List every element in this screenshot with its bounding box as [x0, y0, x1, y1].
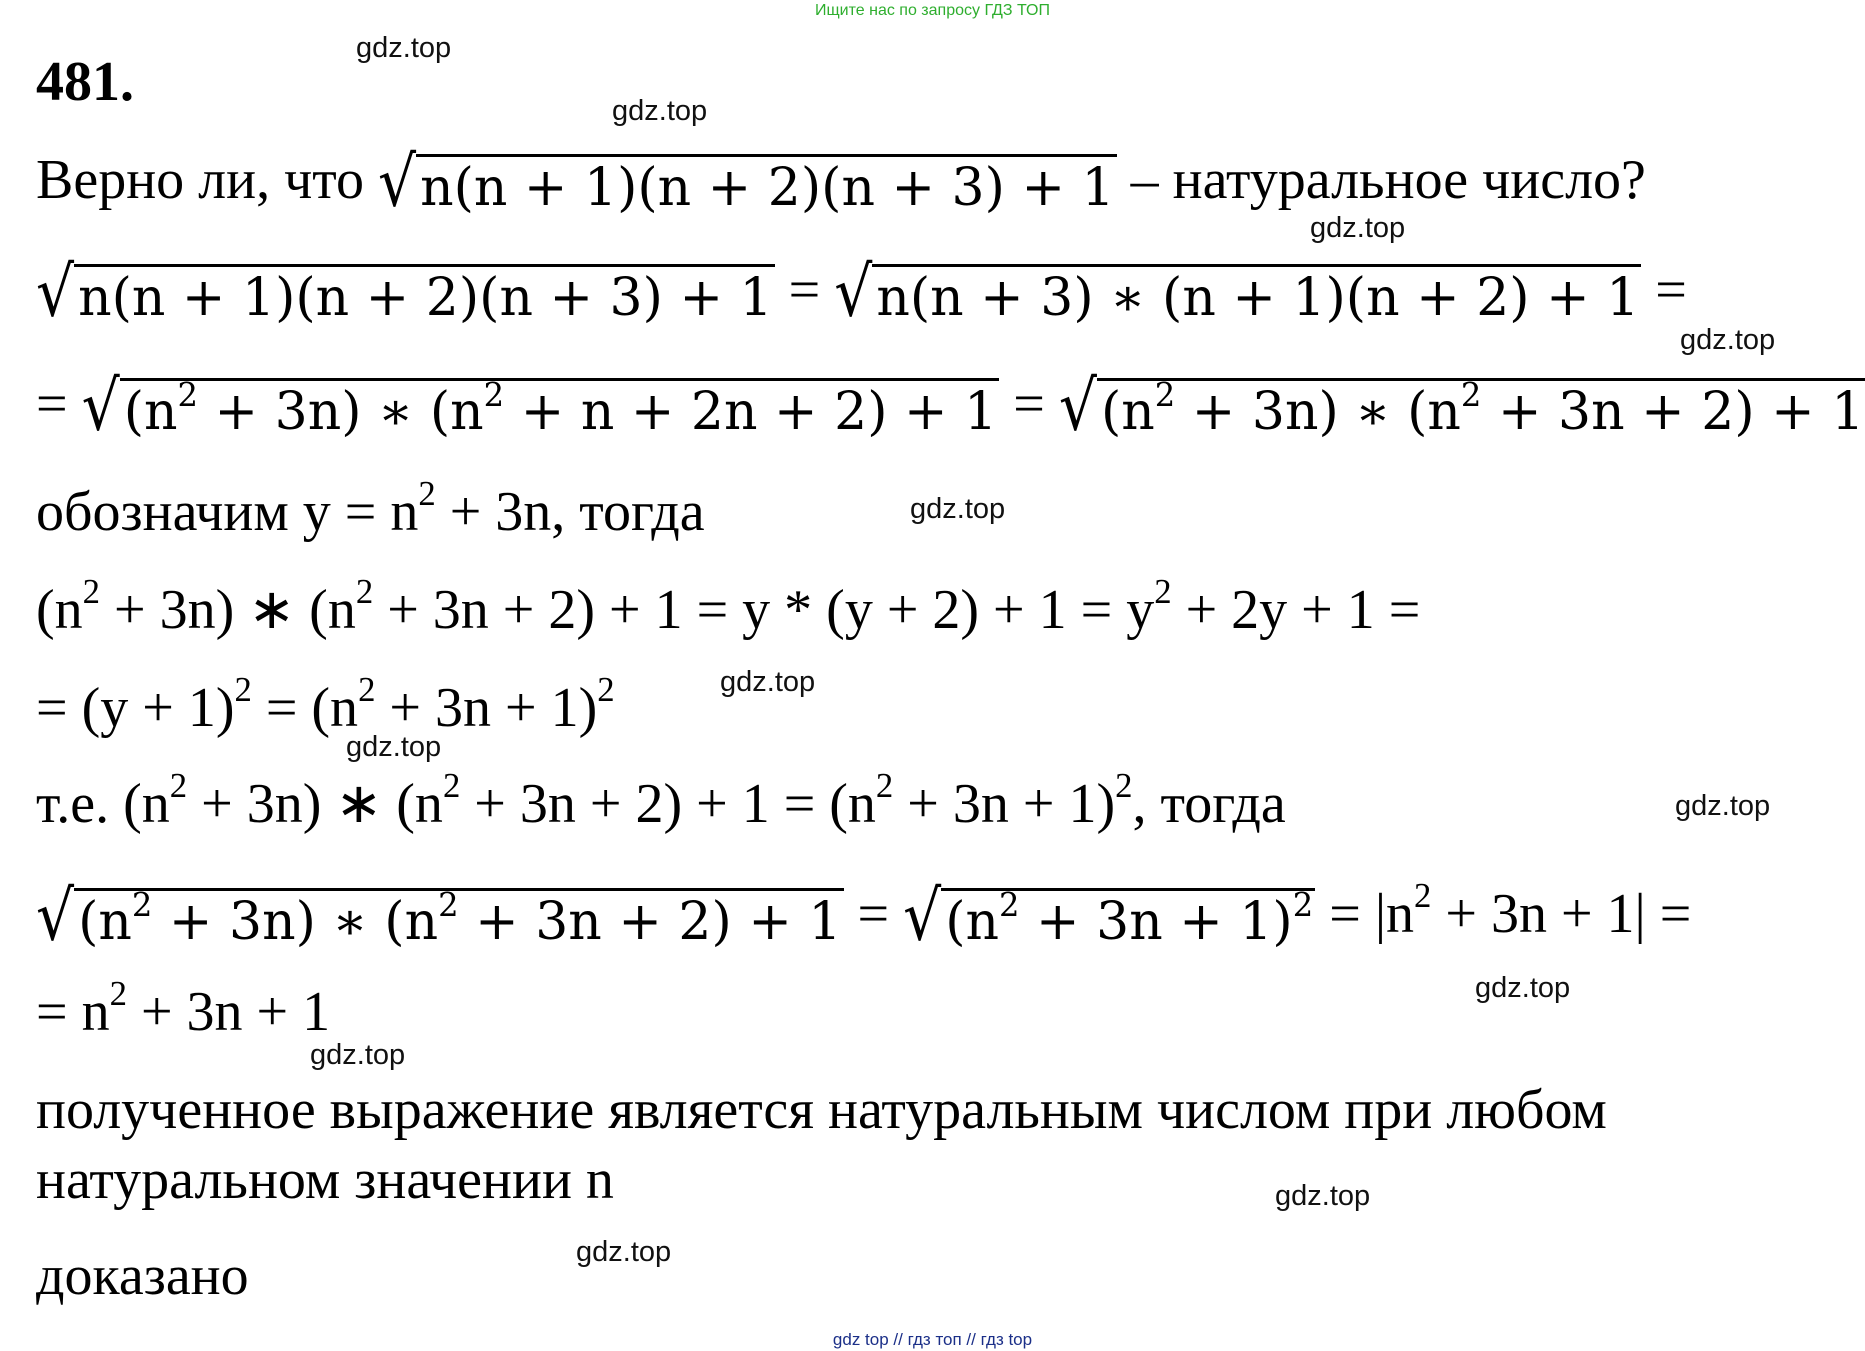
step-3: $(n^2 + 3n)$ ∗ $(n^2 + 3n + 2) + 1 = y * (y + 2) + 1 = y^2 + 2y + 1$ =	[36, 572, 1421, 641]
question-lead: Верно ли, что	[36, 149, 364, 211]
watermark: gdz.top	[346, 731, 442, 763]
watermark: gdz.top	[910, 493, 1006, 525]
equals-sign: =	[857, 883, 890, 945]
question-line	[36, 142, 1646, 224]
watermark: gdz.top	[1310, 212, 1406, 244]
question-tail: – натуральное число?	[1130, 149, 1646, 211]
radical-sign: √	[36, 252, 75, 334]
step6-right-radicand: $(n^2 + 3n + 1)^2$	[941, 888, 1315, 950]
step-7: = $n^2 + 3n + 1$	[36, 974, 331, 1043]
watermark: gdz.top	[1680, 324, 1776, 356]
step6-left-radicand: $(n^2 + 3n)$ ∗ $(n^2 + 3n + 2) + 1$	[74, 888, 843, 950]
step-4: = $(y + 1)^2 = (n^2 + 3n + 1)^2$	[36, 670, 615, 739]
proved-label: доказано	[36, 1245, 249, 1307]
step2-right-radicand: $(n^2 + 3n)$ ∗ $(n^2 + 3n + 2) + 1$	[1097, 378, 1865, 440]
step-2	[36, 366, 1865, 448]
radical-sign: √	[378, 142, 417, 224]
watermark: gdz.top	[1675, 790, 1771, 822]
watermark: gdz.top	[1275, 1180, 1371, 1212]
watermark: gdz.top	[612, 95, 708, 127]
step1-left-radical	[36, 252, 775, 334]
step-6: √ $(n^2 + 3n)$ ∗ $(n^2 + 3n + 2) + 1$ = √ $(n^2 + 3n + 1)^2$ = $|n^2 + 3n + 1|$ =	[36, 876, 1692, 958]
step2-left-radical	[81, 366, 1000, 448]
watermark: gdz.top	[1475, 972, 1571, 1004]
radical-sign: √	[1058, 366, 1097, 448]
equals-sign: =	[788, 259, 821, 321]
step1-right-radical	[834, 252, 1641, 334]
step-1	[36, 252, 1687, 334]
equals-sign: =	[1655, 259, 1687, 321]
step2-left-radicand: $(n^2 + 3n)$ ∗ $(n^2 + n + 2n + 2) + 1$	[120, 378, 1000, 440]
step-5: т.е. $(n^2 + 3n)$ ∗ $(n^2 + 3n + 2) + 1 = (n^2 + 3n + 1)^2$, тогда	[36, 766, 1286, 835]
equals-sign: =	[1013, 373, 1045, 435]
footer-links[interactable]: gdz top // гдз топ // гдз top	[832, 1330, 1033, 1349]
promo-banner[interactable]: Ищите нас по запросу ГДЗ ТОП	[815, 2, 1050, 19]
step1-left-radicand: n(n + 1)(n + 2)(n + 3) + 1	[74, 264, 775, 326]
watermark: gdz.top	[310, 1039, 406, 1071]
watermark: gdz.top	[720, 666, 816, 698]
radical-sign: √	[36, 876, 75, 958]
question-radical	[378, 142, 1117, 224]
question-radicand: n(n + 1)(n + 2)(n + 3) + 1	[416, 154, 1117, 216]
equals-sign: =	[36, 373, 68, 435]
conclusion-line-2: натуральном значении n	[36, 1149, 614, 1211]
step6-left-radical	[36, 876, 844, 958]
watermark: gdz.top	[576, 1236, 672, 1268]
define-y: обозначим $y = n^2 + 3n$, тогда	[36, 474, 705, 543]
step6-right-radical	[903, 876, 1315, 958]
radical-sign: √	[834, 252, 873, 334]
step1-right-radicand: n(n + 3) ∗ (n + 1)(n + 2) + 1	[872, 264, 1641, 326]
watermark: gdz.top	[356, 32, 452, 64]
step2-right-radical	[1058, 366, 1865, 448]
radical-sign: √	[903, 876, 942, 958]
task-number: 481.	[36, 51, 134, 113]
conclusion-line-1: полученное выражение является натуральным числом при любом	[36, 1079, 1607, 1141]
radical-sign: √	[81, 366, 120, 448]
